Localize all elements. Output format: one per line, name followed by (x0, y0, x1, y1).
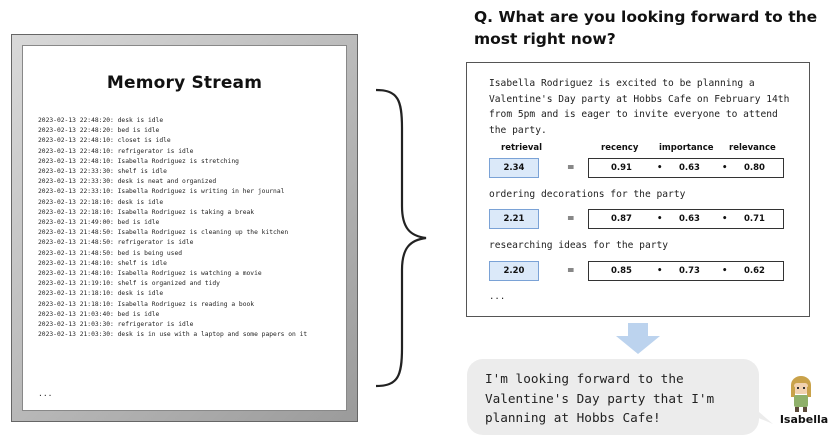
memory-entry: 2023-02-13 22:33:30: shelf is idle (38, 168, 167, 176)
component-scores (588, 209, 784, 229)
retrieval-ellipsis: ... (489, 292, 506, 302)
speech-bubble-tail (745, 400, 775, 426)
memory-entry: 2023-02-13 21:03:30: desk is in use with a laptop and some papers on it (38, 331, 308, 339)
memory-entry: 2023-02-13 22:48:10: refrigerator is idle (38, 147, 194, 155)
memory-entry: 2023-02-13 22:48:20: desk is idle (38, 117, 164, 124)
recency-score: 0.87 (611, 214, 632, 224)
memory-entry: 2023-02-13 22:33:30: desk is neat and organized (38, 178, 217, 186)
equals-sign: = (567, 214, 575, 224)
memory-entry: 2023-02-13 21:48:50: refrigerator is idle (38, 239, 194, 247)
memory-stream-title: Memory Stream (106, 73, 263, 93)
question-text: Q. What are you looking forward to the most right now? (474, 8, 818, 48)
equals-sign: = (567, 163, 575, 173)
memory-entry: 2023-02-13 21:49:00: bed is idle (38, 219, 160, 227)
dot-separator: • (657, 214, 663, 224)
header-importance: importance (659, 143, 714, 153)
relevance-score: 0.71 (744, 214, 765, 224)
recency-score: 0.85 (611, 266, 632, 276)
memory-stream-paper (22, 45, 347, 411)
agent-name-label: Isabella (779, 413, 829, 426)
dot-separator: • (657, 163, 663, 173)
importance-score: 0.63 (679, 214, 700, 224)
score-row (489, 209, 789, 229)
memory-entry: 2023-02-13 22:48:20: bed is idle (38, 127, 160, 135)
dot-separator: • (722, 163, 728, 173)
memory-entry: 2023-02-13 22:18:10: Isabella Rodriguez is taking a break (38, 208, 255, 216)
memory-entry: 2023-02-13 21:03:30: refrigerator is idle (38, 321, 194, 329)
component-scores (588, 158, 784, 178)
memory-text: ordering decorations for the party (489, 189, 686, 200)
header-relevance: relevance (729, 143, 776, 153)
retrieval-score: 2.21 (489, 209, 539, 229)
header-retrieval: retrieval (501, 143, 543, 153)
retrieval-score: 2.20 (489, 261, 539, 281)
importance-score: 0.63 (679, 163, 700, 173)
memory-entry: 2023-02-13 21:48:50: Isabella Rodriguez is cleaning up the kitchen (38, 229, 289, 237)
relevance-score: 0.62 (744, 266, 765, 276)
equals-sign: = (567, 266, 575, 276)
importance-score: 0.73 (679, 266, 700, 276)
answer-speech-bubble (467, 359, 759, 435)
memory-entry: 2023-02-13 22:18:10: desk is idle (38, 198, 164, 206)
curly-brace-icon (372, 88, 430, 388)
memory-entry: 2023-02-13 22:33:10: Isabella Rodriguez is writing in her journal (38, 188, 285, 196)
memory-entry: 2023-02-13 21:19:10: shelf is organized and tidy (38, 280, 220, 288)
memory-entry: 2023-02-13 21:48:50: bed is being used (38, 249, 183, 257)
answer-text: I'm looking forward to the Valentine's Day party that I'm planning at Hobbs Cafe! (485, 371, 715, 425)
component-scores (588, 261, 784, 281)
memory-entry: 2023-02-13 22:48:10: closet is idle (38, 137, 171, 145)
memory-entry: 2023-02-13 21:03:40: bed is idle (38, 310, 160, 318)
memory-text: researching ideas for the party (489, 240, 669, 251)
dot-separator: • (657, 266, 663, 276)
memory-stream-ellipsis: ... (38, 389, 53, 398)
isabella-avatar-icon (786, 375, 816, 413)
memory-stream-list (38, 116, 338, 340)
memory-entry: 2023-02-13 21:18:10: desk is idle (38, 290, 164, 298)
score-row (489, 158, 789, 178)
dot-separator: • (722, 214, 728, 224)
memory-stream-panel (11, 34, 358, 422)
down-arrow-icon (614, 323, 662, 355)
header-recency: recency (601, 143, 639, 153)
recency-score: 0.91 (611, 163, 632, 173)
dot-separator: • (722, 266, 728, 276)
memory-entry: 2023-02-13 21:48:10: Isabella Rodriguez is watching a movie (38, 270, 262, 278)
memory-entry: 2023-02-13 22:48:10: Isabella Rodriguez is stretching (38, 157, 239, 165)
score-row (489, 261, 789, 281)
memory-entry: 2023-02-13 21:18:10: Isabella Rodriguez is reading a book (38, 300, 255, 308)
memory-entry: 2023-02-13 21:48:10: shelf is idle (38, 259, 167, 267)
retrieval-panel (466, 62, 810, 317)
relevance-score: 0.80 (744, 163, 765, 173)
retrieval-score: 2.34 (489, 158, 539, 178)
memory-text: Isabella Rodriguez is excited to be planning a Valentine's Day party at Hobbs Cafe on February 14th from 5pm and is eager to invite everyone to attend the party. (489, 78, 790, 136)
